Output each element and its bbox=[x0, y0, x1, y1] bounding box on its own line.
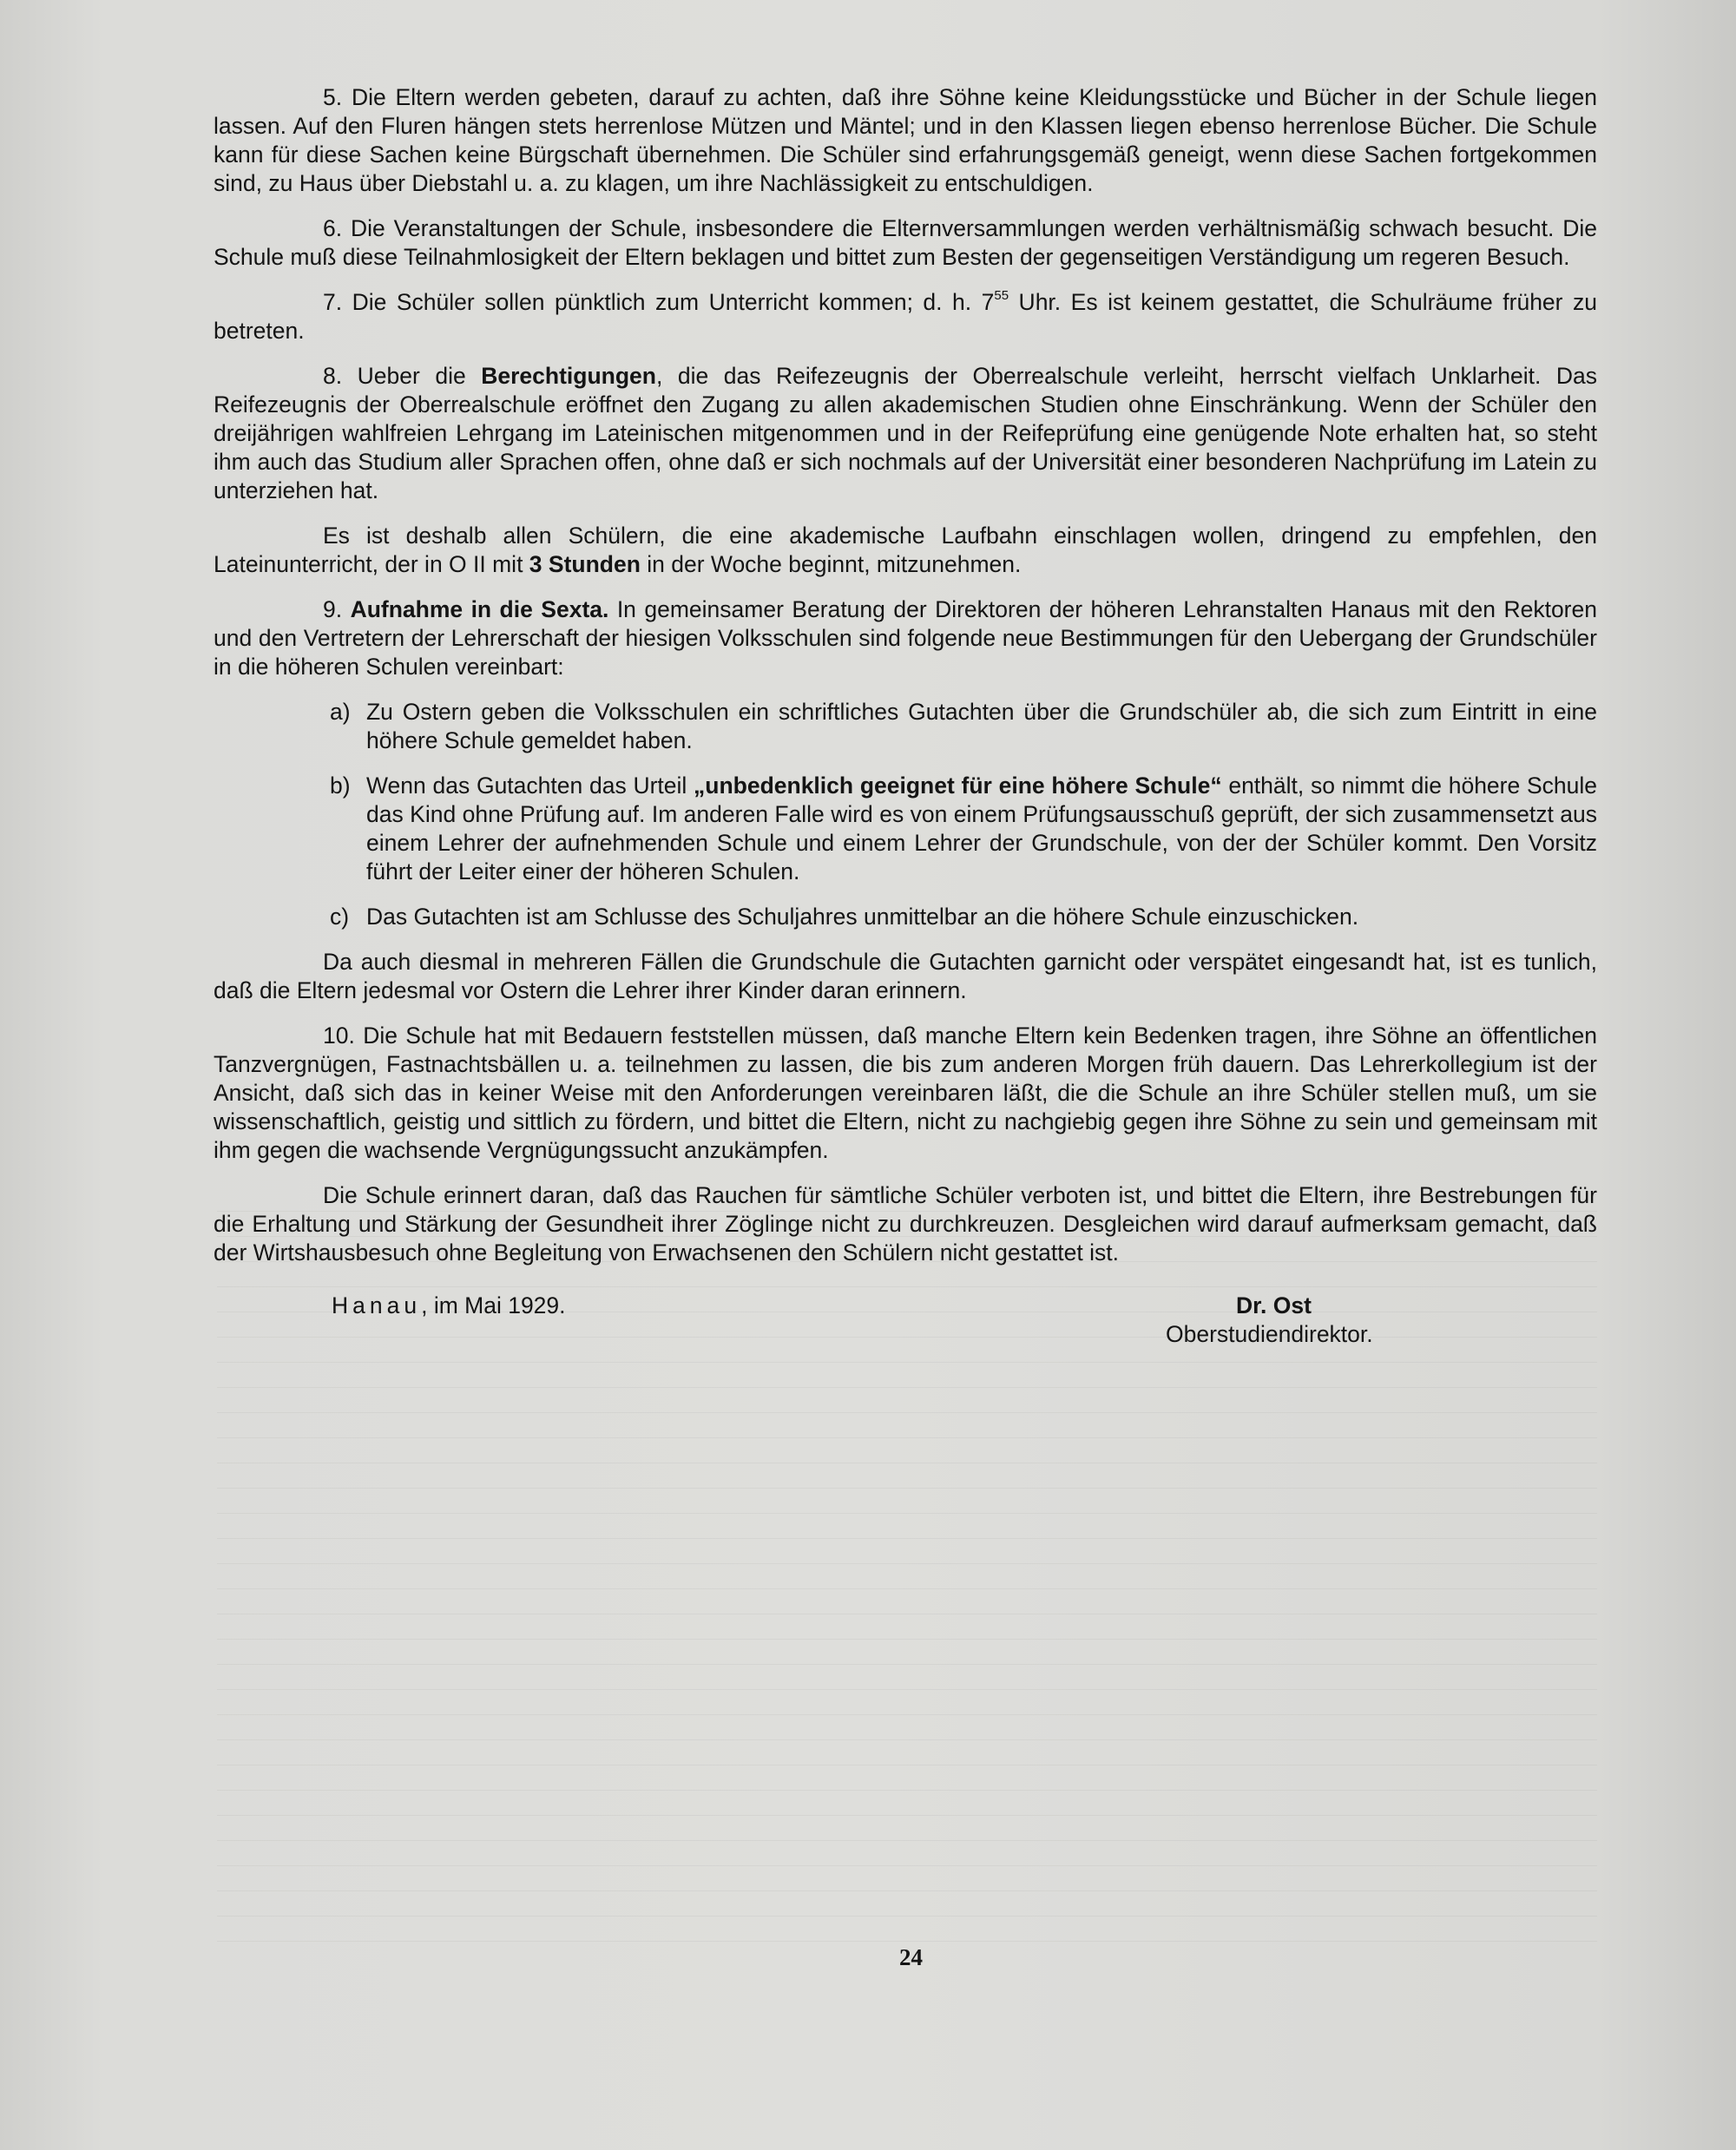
time-superscript: 55 bbox=[994, 288, 1009, 303]
signature-block bbox=[214, 1292, 1597, 1361]
list-marker: c) bbox=[330, 904, 350, 930]
signature-date: , im Mai 1929. bbox=[421, 1292, 566, 1318]
list-item-a bbox=[330, 698, 1597, 755]
signature-title: Oberstudiendirektor. bbox=[1166, 1321, 1373, 1347]
list-marker: a) bbox=[330, 699, 351, 725]
paragraph-8-continued bbox=[214, 522, 1597, 579]
paragraph-text: In gemeinsamer Beratung der Direktoren der höheren Lehranstalten Hanaus mit den Rektoren und den Vertretern der Lehrerschaft der hiesigen Volksschulen sind folgende neue Bestimmungen für den Uebergang der Grundschüler in die höheren Schulen vereinbart: bbox=[214, 596, 1597, 680]
paragraph-10 bbox=[214, 1022, 1597, 1165]
paragraph-6 bbox=[214, 214, 1597, 272]
list-item-text-part: Wenn das Gutachten das Urteil bbox=[366, 773, 694, 799]
paragraph-text: Die Schüler sollen pünktlich zum Unterricht kommen; d. h. 7 bbox=[352, 289, 995, 315]
paragraph-text: Uhr. Es ist keinem gestattet, die Schulräume früher zu betreten. bbox=[214, 289, 1597, 344]
list-item-c bbox=[330, 903, 1597, 931]
signature-place-date bbox=[332, 1292, 566, 1320]
paragraph-text: Die Eltern werden gebeten, darauf zu achten, daß ihre Söhne keine Kleidungsstücke und Bücher in der Schule liegen lassen. Auf den Fluren hängen stets herrenlose Mützen und Mäntel; und in den Klassen liegen ebenso herrenlose Bücher. Die Schule kann für diese Sachen keine Bürgschaft übernehmen. Die Schüler sind erfahrungsgemäß geneigt, wenn diese Sachen fortgekommen sind, zu Haus über Diebstahl u. a. zu klagen, um ihre Nachlässigkeit zu entschuldigen. bbox=[214, 84, 1597, 196]
paragraph-7 bbox=[214, 288, 1597, 345]
emphasis-berechtigungen: Berechtigungen bbox=[481, 363, 656, 389]
paragraph-text: , die das Reifezeugnis der Oberrealschule verleiht, herrscht vielfach Unklarheit. Das Reifezeugnis der Oberrealschule eröffnet den Zugang zu allen akademischen Studien ohne Einschränkung. Wenn der Schüler den dreijährigen wahlfreien Lehrgang im Lateinischen mitgenommen und in der Reifeprüfung eine genügende Note erhalten hat, so steht ihm auch das Studium aller Sprachen offen, ohne daß er sich nochmals auf der Universität einer besonderen Nachprüfung im Latein zu unterziehen hat. bbox=[214, 363, 1597, 503]
paragraph-8 bbox=[214, 362, 1597, 505]
paragraph-5 bbox=[214, 83, 1597, 198]
signature-name: Dr. Ost bbox=[1236, 1292, 1312, 1318]
paragraph-text: Die Veranstaltungen der Schule, insbesondere die Elternversammlungen werden verhältnismäßig schwach besucht. Die Schule muß diese Teilnahmlosigkeit der Eltern beklagen und bittet zum Besten der gegenseitigen Verständigung um regeren Besuch. bbox=[214, 215, 1597, 270]
paragraph-10-continued bbox=[214, 1181, 1597, 1267]
list-marker: b) bbox=[330, 773, 351, 799]
emphasis-stunden: 3 Stunden bbox=[529, 551, 641, 577]
paragraph-text: Ueber die bbox=[357, 363, 482, 389]
emphasis-aufnahme: Aufnahme in die Sexta. bbox=[350, 596, 609, 622]
paragraph-text: Da auch diesmal in mehreren Fällen die Grundschule die Gutachten garnicht oder verspätet eingesandt hat, ist es tunlich, daß die Eltern jedesmal vor Ostern die Lehrer ihrer Kinder daran erinnern. bbox=[214, 949, 1597, 1003]
signature-place: Hanau bbox=[332, 1292, 422, 1318]
emphasis-urteil: „unbedenklich geeignet für eine höhere Schule“ bbox=[694, 773, 1222, 799]
list-item-text: Das Gutachten ist am Schlusse des Schuljahres unmittelbar an die höhere Schule einzuschicken. bbox=[366, 904, 1359, 930]
paragraph-text: in der Woche beginnt, mitzunehmen. bbox=[640, 551, 1022, 577]
paragraph-9 bbox=[214, 595, 1597, 681]
paragraph-number: 5. bbox=[323, 84, 343, 110]
paragraph-text: Es ist deshalb allen Schülern, die eine akademische Laufbahn einschlagen wollen, dringend zu empfehlen, den Lateinunterricht, der in O II mit bbox=[214, 523, 1597, 577]
list-item-text-part: enthält, so nimmt die höhere Schule das Kind ohne Prüfung auf. Im anderen Falle wird es von einem Prüfungsausschuß geprüft, der sich zusammensetzt aus einem Lehrer der aufnehmenden Schule und einem Lehrer der Grundschule, von der der Schüler kommt. Den Vorsitz führt der Leiter einer der höheren Schulen. bbox=[366, 773, 1597, 884]
list-item-b bbox=[330, 772, 1597, 886]
list-item-text bbox=[366, 772, 1597, 886]
page-number: 24 bbox=[899, 1944, 923, 1970]
paragraph-number: 10. bbox=[323, 1022, 355, 1049]
paragraph-9-note bbox=[214, 948, 1597, 1005]
paragraph-text: Die Schule erinnert daran, daß das Rauchen für sämtliche Schüler verboten ist, und bittet die Eltern, ihre Bestrebungen für die Erhaltung und Stärkung der Gesundheit ihrer Zöglinge nicht zu durchkreuzen. Desgleichen wird darauf aufmerksam gemacht, daß der Wirtshausbesuch ohne Begleitung von Erwachsenen den Schülern nicht gestattet ist. bbox=[214, 1182, 1597, 1266]
paragraph-number: 8. bbox=[323, 363, 343, 389]
list-item-text: Zu Ostern geben die Volksschulen ein schriftliches Gutachten über die Grundschüler ab, die sich zum Eintritt in eine höhere Schule gemeldet haben. bbox=[366, 699, 1597, 753]
paragraph-number: 7. bbox=[323, 289, 343, 315]
paragraph-number: 6. bbox=[323, 215, 343, 241]
document-body bbox=[214, 83, 1597, 1361]
paragraph-number: 9. bbox=[323, 596, 343, 622]
paragraph-text: Die Schule hat mit Bedauern feststellen müssen, daß manche Eltern kein Bedenken tragen, ihre Söhne an öffentlichen Tanzvergnügen, Fastnachtsbällen u. a. teilnehmen zu lassen, die bis zum anderen Morgen früh dauern. Das Lehrerkollegium ist der Ansicht, daß sich das in keiner Weise mit den Anforderungen vereinbaren läßt, die die Schule an ihre Schüler stellen muß, um sie wissenschaftlich, geistig und sittlich zu fördern, und bittet die Eltern, nicht zu nachgiebig gegen ihre Söhne zu sein und gemeinsam mit ihm gegen die wachsende Vergnügungssucht anzukämpfen. bbox=[214, 1022, 1597, 1163]
